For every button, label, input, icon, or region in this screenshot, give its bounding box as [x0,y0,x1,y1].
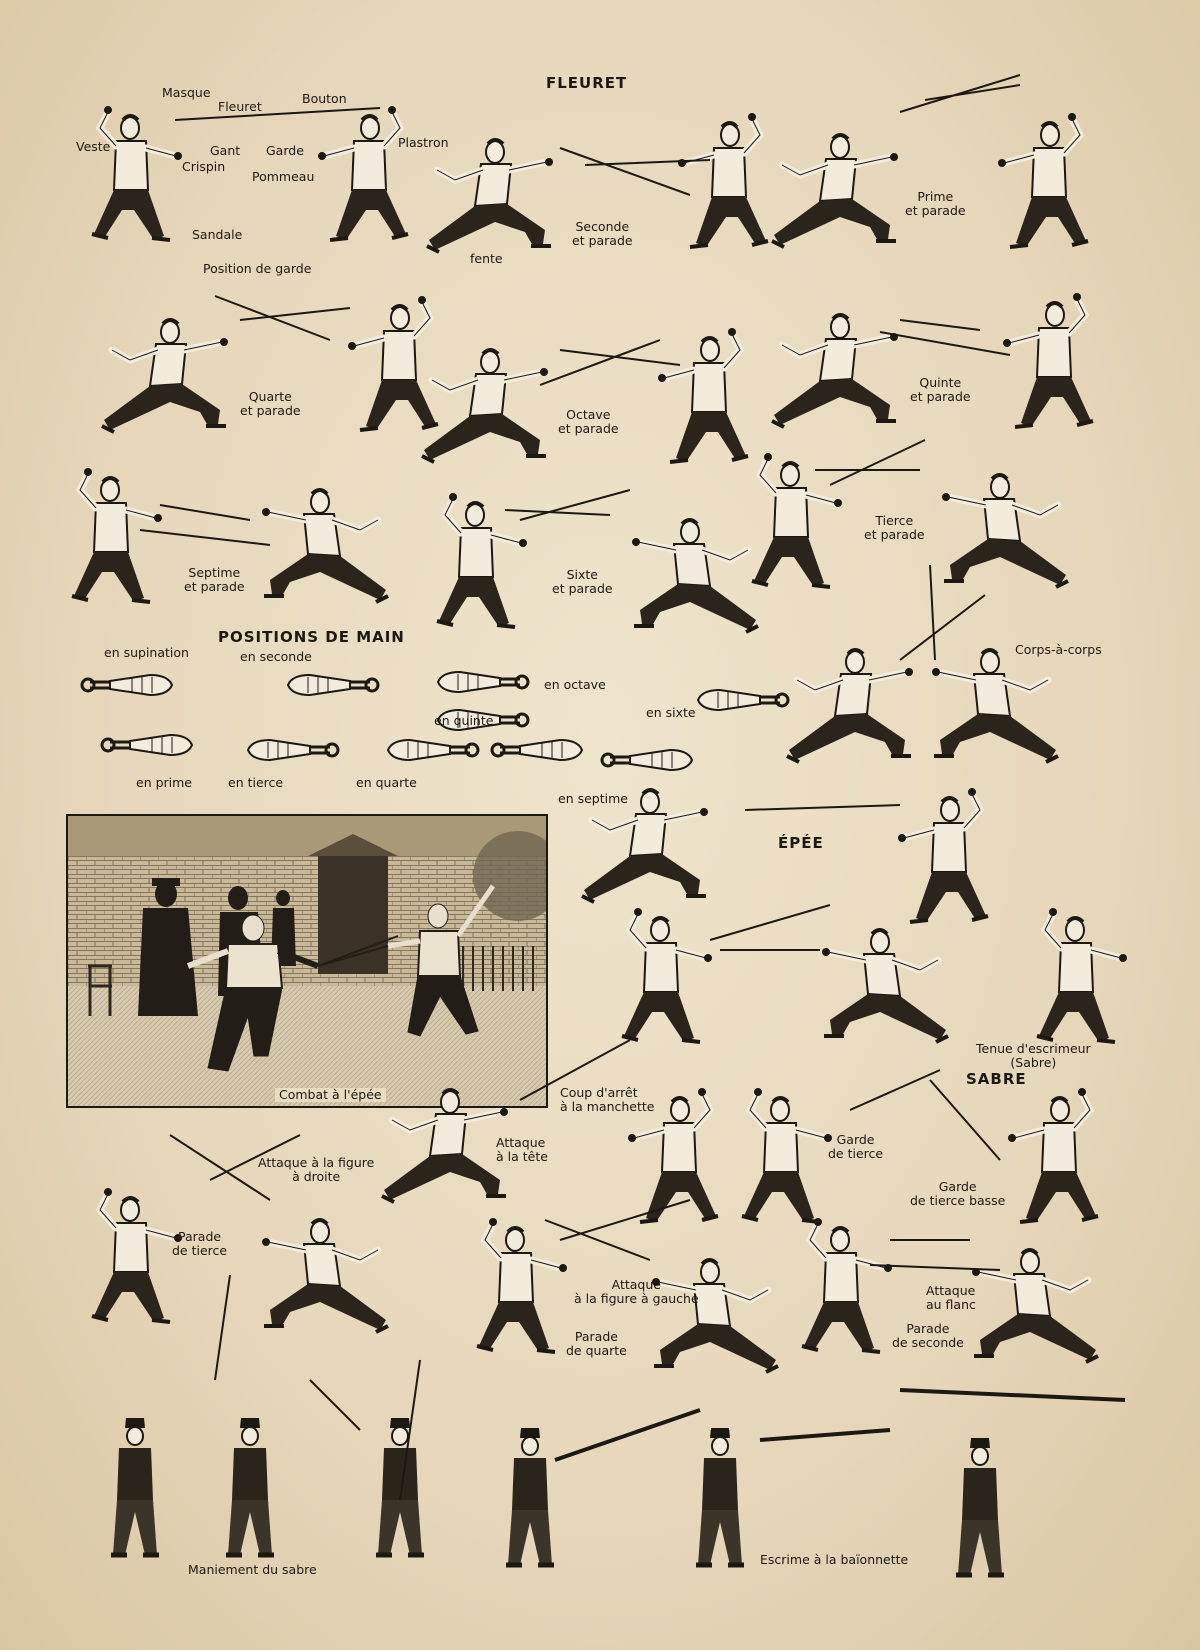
label-en-tierce: en tierce [228,775,284,790]
fencer-corps-a-corps-right [932,650,1058,762]
label-en-octave: en octave [544,677,606,692]
fencer-sabre-attaque-droite [262,1220,388,1332]
label-plastron: Plastron [398,135,449,150]
fencer-epee-1-right [898,788,988,922]
fencer-sabre-garde-tierce-basse [1008,1088,1098,1222]
label-en-seconde: en seconde [240,649,312,664]
hand-en-septime [492,740,582,760]
label-sixte-et-parade: Sixte et parade [552,567,613,596]
label-gant: Gant [210,143,241,158]
fencer-tierce-right [942,475,1068,587]
fencer-epee-1-left [582,790,708,902]
label-combat-a-l-epee: Combat à l'épée [275,1088,386,1102]
fencer-septime-left [72,468,162,602]
heading-positions-de-main: POSITIONS DE MAIN [218,628,405,646]
hand-en-sixte [698,690,788,710]
label-veste: Veste [76,139,111,154]
label-escrime-a-la-baionnette: Escrime à la baïonnette [760,1552,909,1567]
hand-en-tierce [248,740,338,760]
fencer-prime-right [998,113,1088,247]
label-sandale: Sandale [192,227,243,242]
label-garde: Garde [266,143,304,158]
soldier-sabre-1 [111,1418,159,1555]
label-coup-d-arret: Coup d'arrêt à la manchette [560,1085,655,1114]
fencer-tenue-sabre [1037,908,1127,1042]
label-en-sixte: en sixte [646,705,696,720]
fencer-corps-a-corps-left [787,650,913,762]
hand-en-septime-2 [602,750,692,770]
label-en-supination: en supination [104,645,189,660]
label-corps-a-corps: Corps-à-corps [1015,642,1102,657]
fencer-equipment-left [92,106,182,240]
fencer-septime-right [262,490,388,602]
heading-epee: ÉPÉE [778,834,824,852]
fencer-tierce-left [752,453,842,587]
fencer-epee-2-left [622,908,712,1042]
soldier-sabre-3 [376,1418,424,1555]
soldier-sabre-2 [226,1418,274,1555]
label-tenue-d-escrimeur: Tenue d'escrimeur (Sabre) [976,1041,1091,1070]
label-quarte-et-parade: Quarte et parade [240,389,301,418]
label-en-quarte: en quarte [356,775,417,790]
fencer-equipment-right [318,106,408,240]
fencer-sixte-left [437,493,527,627]
label-seconde-et-parade: Seconde et parade [572,219,633,248]
fencer-quinte-left [772,315,898,427]
fencer-sabre-parade-quarte [477,1218,567,1352]
fencer-sabre-garde-tierce [742,1088,832,1222]
fencer-sabre-attaque-tete [382,1090,508,1202]
label-prime-et-parade: Prime et parade [905,189,966,218]
label-garde-de-tierce-basse: Garde de tierce basse [910,1179,1006,1208]
label-parade-de-tierce: Parade de tierce [172,1229,228,1258]
fencer-seconde [678,113,768,247]
label-quinte-et-parade: Quinte et parade [910,375,971,404]
label-garde-de-tierce: Garde de tierce [828,1132,884,1161]
label-octave-et-parade: Octave et parade [558,407,619,436]
label-maniement-du-sabre: Maniement du sabre [188,1562,317,1577]
label-parade-de-seconde: Parade de seconde [892,1321,964,1350]
hand-en-quarte [388,740,478,760]
fencer-octave-right [658,328,748,462]
label-parade-de-quarte: Parade de quarte [566,1329,627,1358]
label-fente: fente [470,251,503,266]
fencer-sabre-parade-tierce [92,1188,182,1322]
label-en-prime: en prime [136,775,192,790]
label-fleuret: Fleuret [218,99,262,114]
heading-sabre: SABRE [966,1070,1027,1088]
foil-blade [175,108,380,120]
fencer-sabre-attaque-flanc [972,1250,1098,1362]
label-masque: Masque [162,85,211,100]
hand-en-octave [438,672,528,692]
label-attaque-au-flanc: Attaque au flanc [926,1283,976,1312]
hand-en-supination [82,675,172,695]
fencer-sabre-parade-seconde [802,1218,892,1352]
label-septime-et-parade: Septime et parade [184,565,245,594]
fencer-epee-2-right [822,930,948,1042]
fencer-fente [427,140,553,252]
soldier-baionnette-3 [956,1438,1004,1575]
fencer-quarte-left [102,320,228,432]
heading-fleuret: FLEURET [546,74,628,92]
soldier-baionnette-1 [506,1428,554,1565]
soldier-baionnette-2 [696,1428,744,1565]
label-en-quinte: en quinte [434,713,494,728]
label-attaque-figure-droite: Attaque à la figure à droite [258,1155,375,1184]
fencer-octave-left [422,350,548,462]
label-attaque-figure-gauche: Attaque à la figure à gauche [574,1277,699,1306]
hand-en-prime [102,735,192,755]
label-position-de-garde: Position de garde [203,261,312,276]
label-tierce-et-parade: Tierce et parade [864,513,925,542]
fencer-quinte-right [1003,293,1093,427]
fencer-sabre-attaque-gauche [652,1260,778,1372]
fencer-prime-left [772,135,898,247]
hand-en-seconde [288,675,378,695]
fencer-sixte-right [632,520,758,632]
label-pommeau: Pommeau [252,169,315,184]
label-en-septime: en septime [558,791,628,806]
label-attaque-a-la-tete: Attaque à la tête [496,1135,548,1164]
label-crispin: Crispin [182,159,226,174]
label-bouton: Bouton [302,91,347,106]
fencer-quarte-right [348,296,438,430]
